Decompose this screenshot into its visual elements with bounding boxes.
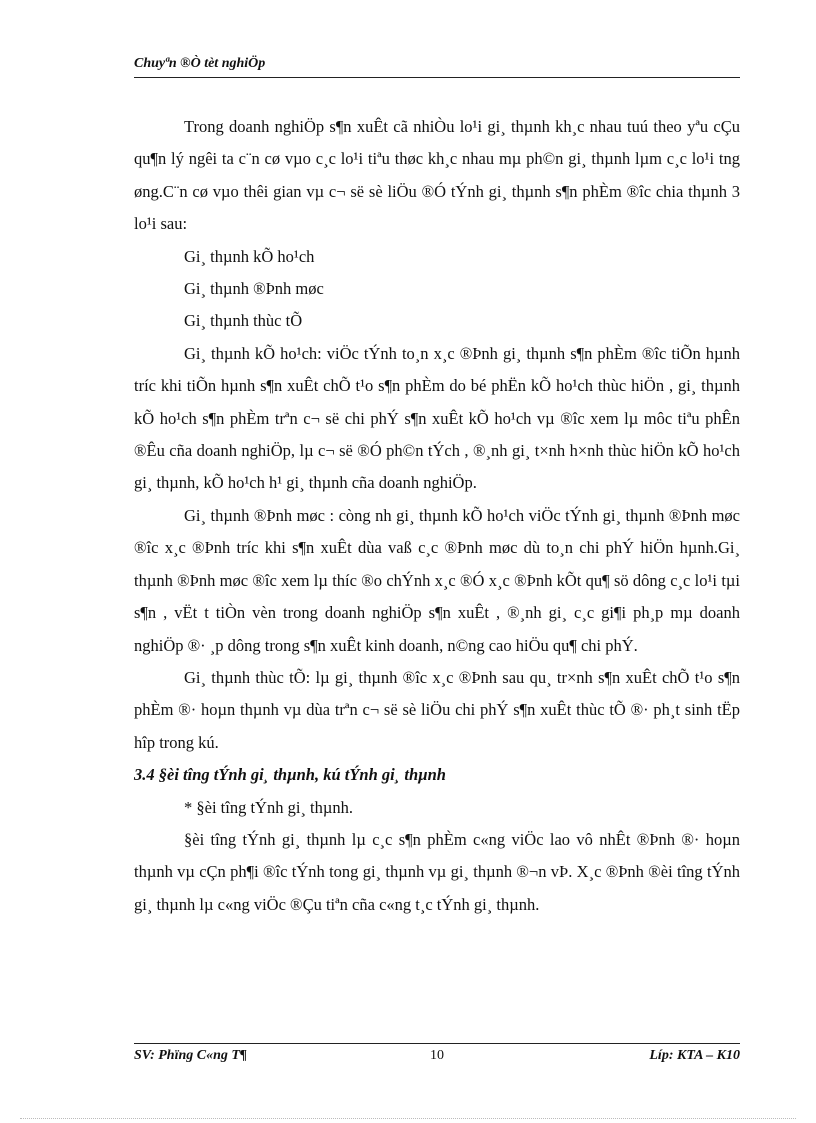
list-item-standard-cost: Gi¸ thµnh ®Þnh møc (184, 279, 324, 299)
paragraph-actual-cost: Gi¸ thµnh thùc tÕ: lµ gi¸ thµnh ®îc x¸c ®Þnh sau qu¸ tr×nh s¶n xuÊt chÕ t¹o s¶n phÈm ®· hoµn thµnh vµ dùa trªn c¬ së sè liÖu chi phÝ s¶n xuÊt thùc tÕ ®· ph¸t sinh tËp hîp trong kú. (134, 667, 740, 752)
page-header-title: Chuyªn ®Ò tèt nghiÖp (134, 56, 266, 71)
page-number: 10 (430, 1048, 444, 1063)
page-bottom-border (20, 1118, 796, 1119)
document-body (134, 111, 740, 921)
paragraph-standard-cost: Gi¸ thµnh ®Þnh møc : còng nh gi¸ thµnh kÕ ho¹ch viÖc tÝnh gi¸ thµnh ®Þnh møc ®îc x¸c ®Þnh tríc khi s¶n xuÊt dùa vaß c¸c ®Þnh møc dù to¸n chi phÝ hiÖn hµnh.Gi¸ thµnh ®Þnh møc ®îc xem lµ thíc ®o chÝnh x¸c ®Ó x¸c ®Þnh kÕt qu¶ sö dông c¸c lo¹i tµi s¶n , vËt t tiÒn vèn trong doanh nghiÖp s¶n xuÊt , ®¸nh gi¸ c¸c gi¶i ph¸p mµ doanh nghiÖp ®· ¸p dông trong s¶n xuÊt kinh doanh, n©ng cao hiÖu qu¶ chi phÝ. (134, 505, 740, 655)
list-item-planned-cost: Gi¸ thµnh kÕ ho¹ch (184, 246, 315, 266)
footer-class: Líp: KTA – K10 (649, 1048, 740, 1063)
paragraph-cost-object: §èi tîng tÝnh gi¸ thµnh lµ c¸c s¶n phÈm c«ng viÖc lao vô nhÊt ®Þnh ®· hoµn thµnh vµ cÇn ph¶i ®îc tÝnh tong gi¸ thµnh vµ gi¸ thµnh ®¬n vÞ. X¸c ®Þnh ®èi tîng tÝnh gi¸ thµnh lµ c«ng viÖc ®Çu tiªn cña c«ng t¸c tÝnh gi¸ thµnh. (134, 829, 740, 914)
section-bullet: * §èi tîng tÝnh gi¸ thµnh. (184, 797, 353, 817)
footer-student: SV: Phïng C«ng T¶ (134, 1048, 247, 1063)
footer-rule (134, 1043, 740, 1044)
section-heading: 3.4 §èi tîng tÝnh gi¸ thµnh, kú tÝnh gi¸ thµnh (134, 765, 446, 785)
page-footer (134, 1048, 740, 1070)
list-item-actual-cost: Gi¸ thµnh thùc tÕ (184, 311, 303, 331)
header-rule (134, 77, 740, 78)
paragraph-intro: Trong doanh nghiÖp s¶n xuÊt cã nhiÒu lo¹i gi¸ thµnh kh¸c nhau tuú theo yªu cÇu qu¶n lý ngêi ta c¨n cø vµo c¸c lo¹i tiªu thøc kh¸c nhau mµ ph©n gi¸ thµnh lµm c¸c lo¹i tng øng.C¨n cø vµo thêi gian vµ c¬ së sè liÖu ®Ó tÝnh gi¸ thµnh s¶n phÈm ®îc chia thµnh 3 lo¹i sau: (134, 117, 740, 234)
paragraph-planned-cost: Gi¸ thµnh kÕ ho¹ch: viÖc tÝnh to¸n x¸c ®Þnh gi¸ thµnh s¶n phÈm ®îc tiÕn hµnh tríc khi tiÕn hµnh s¶n xuÊt chÕ t¹o s¶n phÈm do bé phËn kÕ ho¹ch thùc hiÖn , gi¸ thµnh kÕ ho¹ch s¶n phÈm trªn c¬ së chi phÝ s¶n xuÊt kÕ ho¹ch vµ ®îc xem lµ môc tiªu phÊn ®Êu cña doanh nghiÖp, lµ c¬ së ®Ó ph©n tÝch , ®¸nh gi¸ t×nh h×nh thùc hiÖn kÕ ho¹ch gi¸ thµnh, kÕ ho¹ch h¹ gi¸ thµnh cña doanh nghiÖp. (134, 343, 740, 493)
